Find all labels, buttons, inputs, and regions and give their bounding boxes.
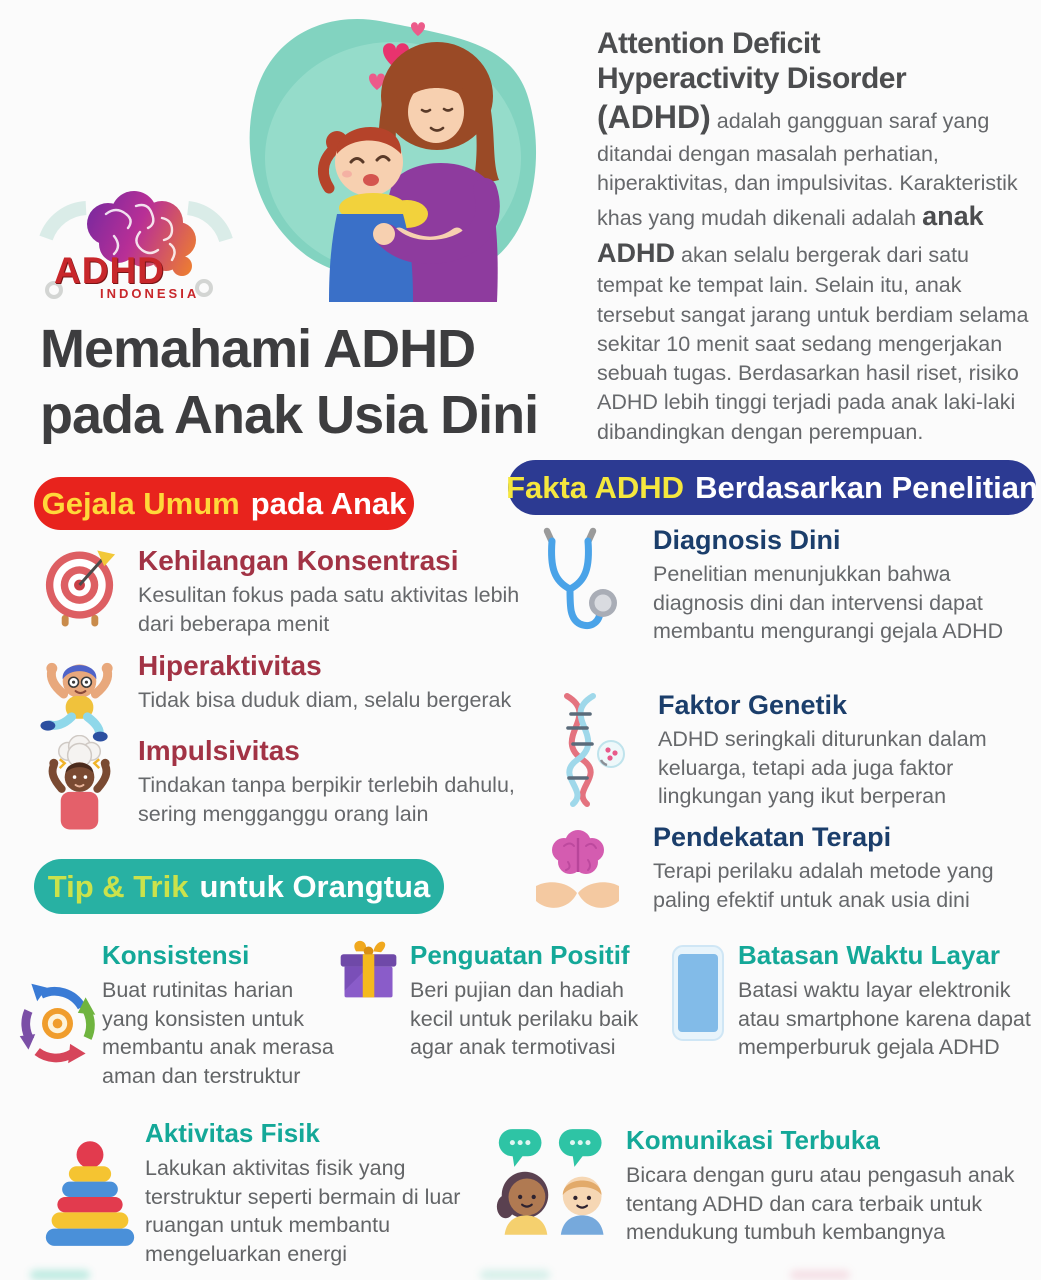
tip-body: Batasi waktu layar elektronik atau smartphone karena dapat memperburuk gejala ADHD <box>738 978 1031 1060</box>
adhd-indonesia-logo <box>36 178 236 316</box>
tip-body: Buat rutinitas harian yang konsisten untuk membantu anak merasa aman dan terstruktur <box>102 978 334 1088</box>
intro-body-1: adalah gangguan saraf yang ditandai dengan masalah perhatian, hiperaktivitas, dan impulsivitas. Karakteristik khas yang mudah dikenali adalah <box>597 109 1018 230</box>
fact-title: Faktor Genetik <box>658 690 848 720</box>
intro-emphasis: anak ADHD <box>597 200 984 268</box>
fact-title: Pendekatan Terapi <box>653 822 892 852</box>
tip-title: Penguatan Positif <box>410 940 630 970</box>
symptom-item-impulsivitas <box>38 735 538 835</box>
mother-hugging-child-illustration <box>233 8 555 302</box>
tip-title: Aktivitas Fisik <box>145 1118 320 1148</box>
facts-badge-rest: Berdasarkan Penelitian <box>695 469 1038 505</box>
stethoscope-icon <box>530 525 625 642</box>
symptom-body: Tindakan tanpa berpikir terlebih dahulu, sering mengganggu orang lain <box>138 773 515 826</box>
children-talking-icon <box>493 1122 619 1241</box>
cut-off-footer-mark <box>30 1270 90 1280</box>
symptoms-section-badge <box>34 477 414 530</box>
fact-item-diagnosis <box>530 525 1028 646</box>
symptom-item-konsentrasi <box>38 545 538 638</box>
stacking-toy-icon <box>42 1138 138 1259</box>
symptoms-badge-rest: pada Anak <box>250 485 407 521</box>
tip-title: Komunikasi Terbuka <box>626 1125 880 1155</box>
tip-title: Batasan Waktu Layar <box>738 940 1001 970</box>
intro-heading-line1: Attention Deficit <box>597 27 821 60</box>
tip-body: Lakukan aktivitas fisik yang terstruktur seperti bermain di luar ruangan untuk membantu mengeluarkan energi <box>145 1156 461 1266</box>
fact-item-genetik <box>535 690 1033 813</box>
tips-badge-highlight: Tip & Trik <box>47 868 189 904</box>
gift-icon <box>333 935 405 1012</box>
page-title-line1: Memahami ADHD <box>40 319 476 379</box>
cut-off-footer-mark <box>480 1270 550 1280</box>
cycle-arrows-icon <box>12 978 104 1075</box>
adhd-intro-paragraph <box>597 27 1035 447</box>
fact-body: Terapi perilaku adalah metode yang paling efektif untuk anak usia dini <box>653 859 994 912</box>
symptom-title: Impulsivitas <box>138 735 300 766</box>
symptom-body: Kesulitan fokus pada satu aktivitas lebih dari beberapa menit <box>138 583 520 636</box>
page-title <box>40 316 570 449</box>
facts-section-badge <box>508 460 1036 515</box>
fact-item-terapi <box>530 822 1028 925</box>
logo-brand-text: ADHD <box>54 250 165 291</box>
tip-title: Konsistensi <box>102 940 250 970</box>
brain-in-hands-icon <box>530 822 625 925</box>
fact-body: ADHD seringkali diturunkan dalam keluarga, tetapi ada juga faktor lingkungan yang ikut berperan <box>658 727 987 809</box>
dna-icon <box>535 690 630 813</box>
symptom-body: Tidak bisa duduk diam, selalu bergerak <box>138 688 512 712</box>
target-icon <box>38 545 124 638</box>
symptom-title: Hiperaktivitas <box>138 650 322 681</box>
tip-body: Beri pujian dan hadiah kecil untuk perilaku baik agar anak termotivasi <box>410 978 639 1060</box>
smartphone-icon <box>672 945 724 1046</box>
logo-sub-text: INDONESIA <box>100 286 200 301</box>
facts-badge-highlight: Fakta ADHD <box>506 469 685 505</box>
fact-title: Diagnosis Dini <box>653 525 841 555</box>
symptoms-badge-highlight: Gejala Umum <box>41 485 240 521</box>
intro-body-2: akan selalu bergerak dari satu tempat ke tempat lain. Selain itu, anak tersebut sangat jarang untuk berdiam selama sekitar 10 menit saat sedang mengerjakan sebuah tugas. Berdasarkan hasil riset, risiko ADHD lebih tinggi terjadi pada anak laki-laki dibandingkan dengan perempuan. <box>597 242 1029 444</box>
cut-off-footer-mark <box>790 1270 850 1280</box>
intro-heading-abbrev: (ADHD) <box>597 99 711 135</box>
tips-badge-rest: untuk Orangtua <box>199 868 431 904</box>
symptom-title: Kehilangan Konsentrasi <box>138 545 459 576</box>
tips-section-badge <box>34 859 444 914</box>
page-title-line2: pada Anak Usia Dini <box>40 385 539 446</box>
intro-heading-line2: Hyperactivity Disorder <box>597 61 907 95</box>
tip-body: Bicara dengan guru atau pengasuh anak tentang ADHD dan cara terbaik untuk mendukung tumbuh kembangnya <box>626 1163 1015 1245</box>
impulsive-child-icon <box>38 735 124 835</box>
fact-body: Penelitian menunjukkan bahwa diagnosis dini dan intervensi dapat membantu mengurangi gejala ADHD <box>653 562 1004 644</box>
